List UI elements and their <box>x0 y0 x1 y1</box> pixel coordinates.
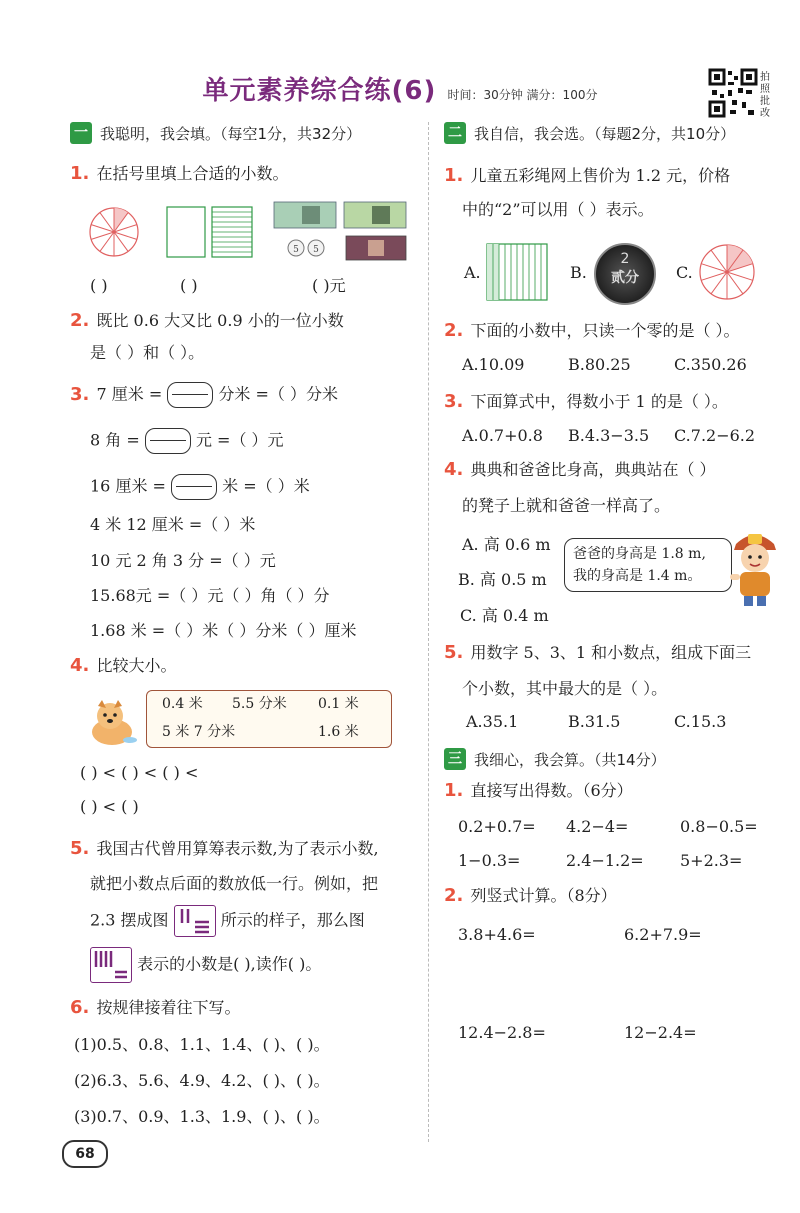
counting-rod-example-icon <box>174 905 216 937</box>
vertical-calc-item[interactable]: 3.8+4.6= <box>458 925 536 944</box>
calc-item[interactable]: 0.8−0.5= <box>680 817 758 836</box>
question-text: 用数字 5、3、1 和小数点，组成下面三 <box>470 643 752 662</box>
section-1-header <box>70 122 361 144</box>
q5-text-a: 2.3 摆成图 <box>90 910 169 930</box>
p2-option-b[interactable]: B.80.25 <box>568 355 631 374</box>
q2-line-2[interactable]: 是（ ）和（ ）。 <box>90 343 205 362</box>
question-text: 按规律接着往下写。 <box>96 998 241 1017</box>
question-number: 1. <box>444 780 464 801</box>
section-1-badge: 一 <box>70 122 92 144</box>
question-4 <box>70 655 176 677</box>
p2-option-a[interactable]: A.10.09 <box>462 355 525 374</box>
q3-r2-left: 8 角 = <box>90 430 140 450</box>
counting-rod-question-icon <box>90 947 132 983</box>
circle-tenths-figure <box>88 206 140 258</box>
choice-1 <box>444 165 730 187</box>
page-title: 单元素养综合练(6) <box>202 76 437 106</box>
q3-r3-left: 16 厘米 = <box>90 476 166 496</box>
p1-line-2[interactable]: 中的“2”可以用（ ）表示。 <box>462 200 654 219</box>
coin-value: 2 <box>620 251 630 267</box>
question-3-row-2 <box>90 428 284 454</box>
coin-icon <box>594 243 656 305</box>
q3-row-4[interactable]: 4 米 12 厘米 =（ ）米 <box>90 515 256 534</box>
q3-r1-left: 7 厘米 = <box>96 384 163 404</box>
choice-2 <box>444 320 740 342</box>
svg-text:5: 5 <box>313 245 319 255</box>
q3-row-6[interactable]: 15.68元 =（ ）元（ ）角（ ）分 <box>90 586 330 605</box>
question-text: 既比 0.6 大又比 0.9 小的一位小数 <box>96 311 344 330</box>
square-tenths-figure <box>166 206 254 258</box>
compare-item-3: 0.1 米 <box>318 696 359 712</box>
question-number: 2. <box>444 320 464 341</box>
fraction-blank[interactable] <box>145 428 191 454</box>
bubble-line-1: 爸爸的身高是 1.8 m, <box>573 546 706 562</box>
bubble-line-2: 我的身高是 1.4 m。 <box>573 568 702 584</box>
p5-option-b[interactable]: B.31.5 <box>568 712 621 731</box>
q4-line-1[interactable]: ( ) < ( ) < ( ) < <box>80 763 199 782</box>
question-3-row-3 <box>90 474 310 500</box>
q5-line-2: 就把小数点后面的数放低一行。例如，把 <box>90 874 379 893</box>
fraction-blank[interactable] <box>171 474 217 500</box>
q5-text-b: 所示的样子，那么图 <box>220 910 365 930</box>
time-score-meta: 时间：30分钟 满分：100分 <box>447 88 598 102</box>
p5-option-c[interactable]: C.15.3 <box>674 712 727 731</box>
fraction-blank[interactable] <box>167 382 213 408</box>
p3-option-a[interactable]: A.0.7+0.8 <box>462 426 543 445</box>
question-number: 2. <box>444 885 464 906</box>
speech-bubble <box>564 538 732 592</box>
question-text: 直接写出得数。（6分） <box>470 781 633 800</box>
calc-item[interactable]: 4.2−4= <box>566 817 629 836</box>
question-5 <box>70 838 379 860</box>
calc-item[interactable]: 1−0.3= <box>458 851 521 870</box>
compare-item-4: 5 米 7 分米 <box>162 724 236 740</box>
calc-2 <box>444 885 617 907</box>
qr-code-icon[interactable] <box>708 68 758 118</box>
p2-option-c[interactable]: C.350.26 <box>674 355 747 374</box>
option-a[interactable]: A. <box>464 263 481 282</box>
q3-row-5[interactable]: 10 元 2 角 3 分 =（ ）元 <box>90 551 276 570</box>
choice-5 <box>444 642 751 664</box>
q1-blank-1[interactable]: ( ) <box>90 276 108 295</box>
q6-row-1[interactable]: (1)0.5、0.8、1.1、1.4、( )、( )。 <box>74 1035 330 1054</box>
q5-line-3 <box>90 905 365 937</box>
svg-text:5: 5 <box>293 245 299 255</box>
calc-item[interactable]: 0.2+0.7= <box>458 817 536 836</box>
question-3-row-1 <box>70 382 338 408</box>
p4-option-c[interactable]: C. 高 0.4 m <box>460 606 549 625</box>
q3-row-7[interactable]: 1.68 米 =（ ）米（ ）分米（ ）厘米 <box>90 621 357 640</box>
section-3-badge: 三 <box>444 748 466 770</box>
q5-text-c[interactable]: 表示的小数是( ),读作( )。 <box>137 954 322 974</box>
puppy-illustration-icon <box>86 698 140 748</box>
question-text[interactable]: 典典和爸爸比身高，典典站在（ ） <box>470 460 716 479</box>
calc-item[interactable]: 5+2.3= <box>680 851 743 870</box>
qr-label: 拍照批改 <box>760 72 770 119</box>
p5-line-2[interactable]: 个小数，其中最大的是（ ）。 <box>462 679 668 698</box>
circle-parts-figure <box>698 243 756 301</box>
question-6 <box>70 997 240 1019</box>
column-divider <box>428 122 429 1142</box>
question-text: 我国古代曾用算筹表示数,为了表示小数, <box>96 839 379 858</box>
question-1 <box>70 163 288 185</box>
q3-r3-right[interactable]: 米 =（ ）米 <box>222 476 310 496</box>
question-text[interactable]: 下面算式中，得数小于 1 的是（ ）。 <box>470 392 728 411</box>
choice-3 <box>444 391 728 413</box>
q1-blank-3[interactable]: ( )元 <box>312 276 346 295</box>
question-number: 1. <box>444 165 464 186</box>
question-number: 6. <box>70 997 90 1018</box>
question-text: 儿童五彩绳网上售价为 1.2 元，价格 <box>470 166 731 185</box>
q1-blank-2[interactable]: ( ) <box>180 276 198 295</box>
section-2-label: 我自信，我会选。（每题2分，共10分） <box>474 124 736 143</box>
section-1-label: 我聪明，我会填。（每空1分，共32分） <box>100 124 362 143</box>
boy-character-icon <box>726 526 784 608</box>
q6-row-2[interactable]: (2)6.3、5.6、4.9、4.2、( )、( )。 <box>74 1071 330 1090</box>
p4-line-2: 的凳子上就和爸爸一样高了。 <box>462 496 671 515</box>
question-text: 列竖式计算。（8分） <box>470 886 617 905</box>
vertical-calc-item[interactable]: 12−2.4= <box>624 1023 697 1042</box>
q3-r1-right[interactable]: 分米 =（ ）分米 <box>218 384 339 404</box>
compare-item-2: 5.5 分米 <box>232 696 287 712</box>
section-2-header <box>444 122 735 144</box>
calc-1 <box>444 780 633 802</box>
question-number: 3. <box>70 383 90 405</box>
page-header <box>0 70 800 107</box>
q6-row-3[interactable]: (3)0.7、0.9、1.3、1.9、( )、( )。 <box>74 1107 330 1126</box>
question-number: 4. <box>70 655 90 676</box>
question-2 <box>70 310 344 332</box>
question-number: 5. <box>444 642 464 663</box>
question-text: 比较大小。 <box>96 656 177 675</box>
coin-label: 贰分 <box>611 270 639 286</box>
question-number: 5. <box>70 838 90 859</box>
vertical-calc-item[interactable]: 6.2+7.9= <box>624 925 702 944</box>
option-c[interactable]: C. <box>676 263 693 282</box>
page-number: 68 <box>62 1140 108 1168</box>
question-number: 2. <box>70 310 90 331</box>
p4-option-a[interactable]: A. 高 0.6 m <box>462 535 551 554</box>
bar-tenths-figure <box>486 243 548 301</box>
money-figure <box>272 200 408 264</box>
question-number: 4. <box>444 459 464 480</box>
q3-r2-right[interactable]: 元 =（ ）元 <box>195 430 284 450</box>
question-text[interactable]: 下面的小数中，只读一个零的是（ ）。 <box>470 321 740 340</box>
section-2-badge: 二 <box>444 122 466 144</box>
question-number: 1. <box>70 163 90 184</box>
question-number: 3. <box>444 391 464 412</box>
p5-option-a[interactable]: A.35.1 <box>466 712 519 731</box>
choice-4 <box>444 459 716 481</box>
q4-line-2[interactable]: ( ) < ( ) <box>80 797 139 816</box>
section-3-header <box>444 748 666 770</box>
p4-option-b[interactable]: B. 高 0.5 m <box>458 570 547 589</box>
q5-line-4 <box>90 947 321 983</box>
calc-item[interactable]: 2.4−1.2= <box>566 851 644 870</box>
compare-item-5: 1.6 米 <box>318 724 359 740</box>
vertical-calc-item[interactable]: 12.4−2.8= <box>458 1023 546 1042</box>
compare-item-1: 0.4 米 <box>162 696 203 712</box>
p3-option-c[interactable]: C.7.2−6.2 <box>674 426 756 445</box>
section-3-label: 我细心，我会算。（共14分） <box>474 750 666 769</box>
option-b[interactable]: B. <box>570 263 587 282</box>
p3-option-b[interactable]: B.4.3−3.5 <box>568 426 650 445</box>
question-text: 在括号里填上合适的小数。 <box>96 164 289 183</box>
